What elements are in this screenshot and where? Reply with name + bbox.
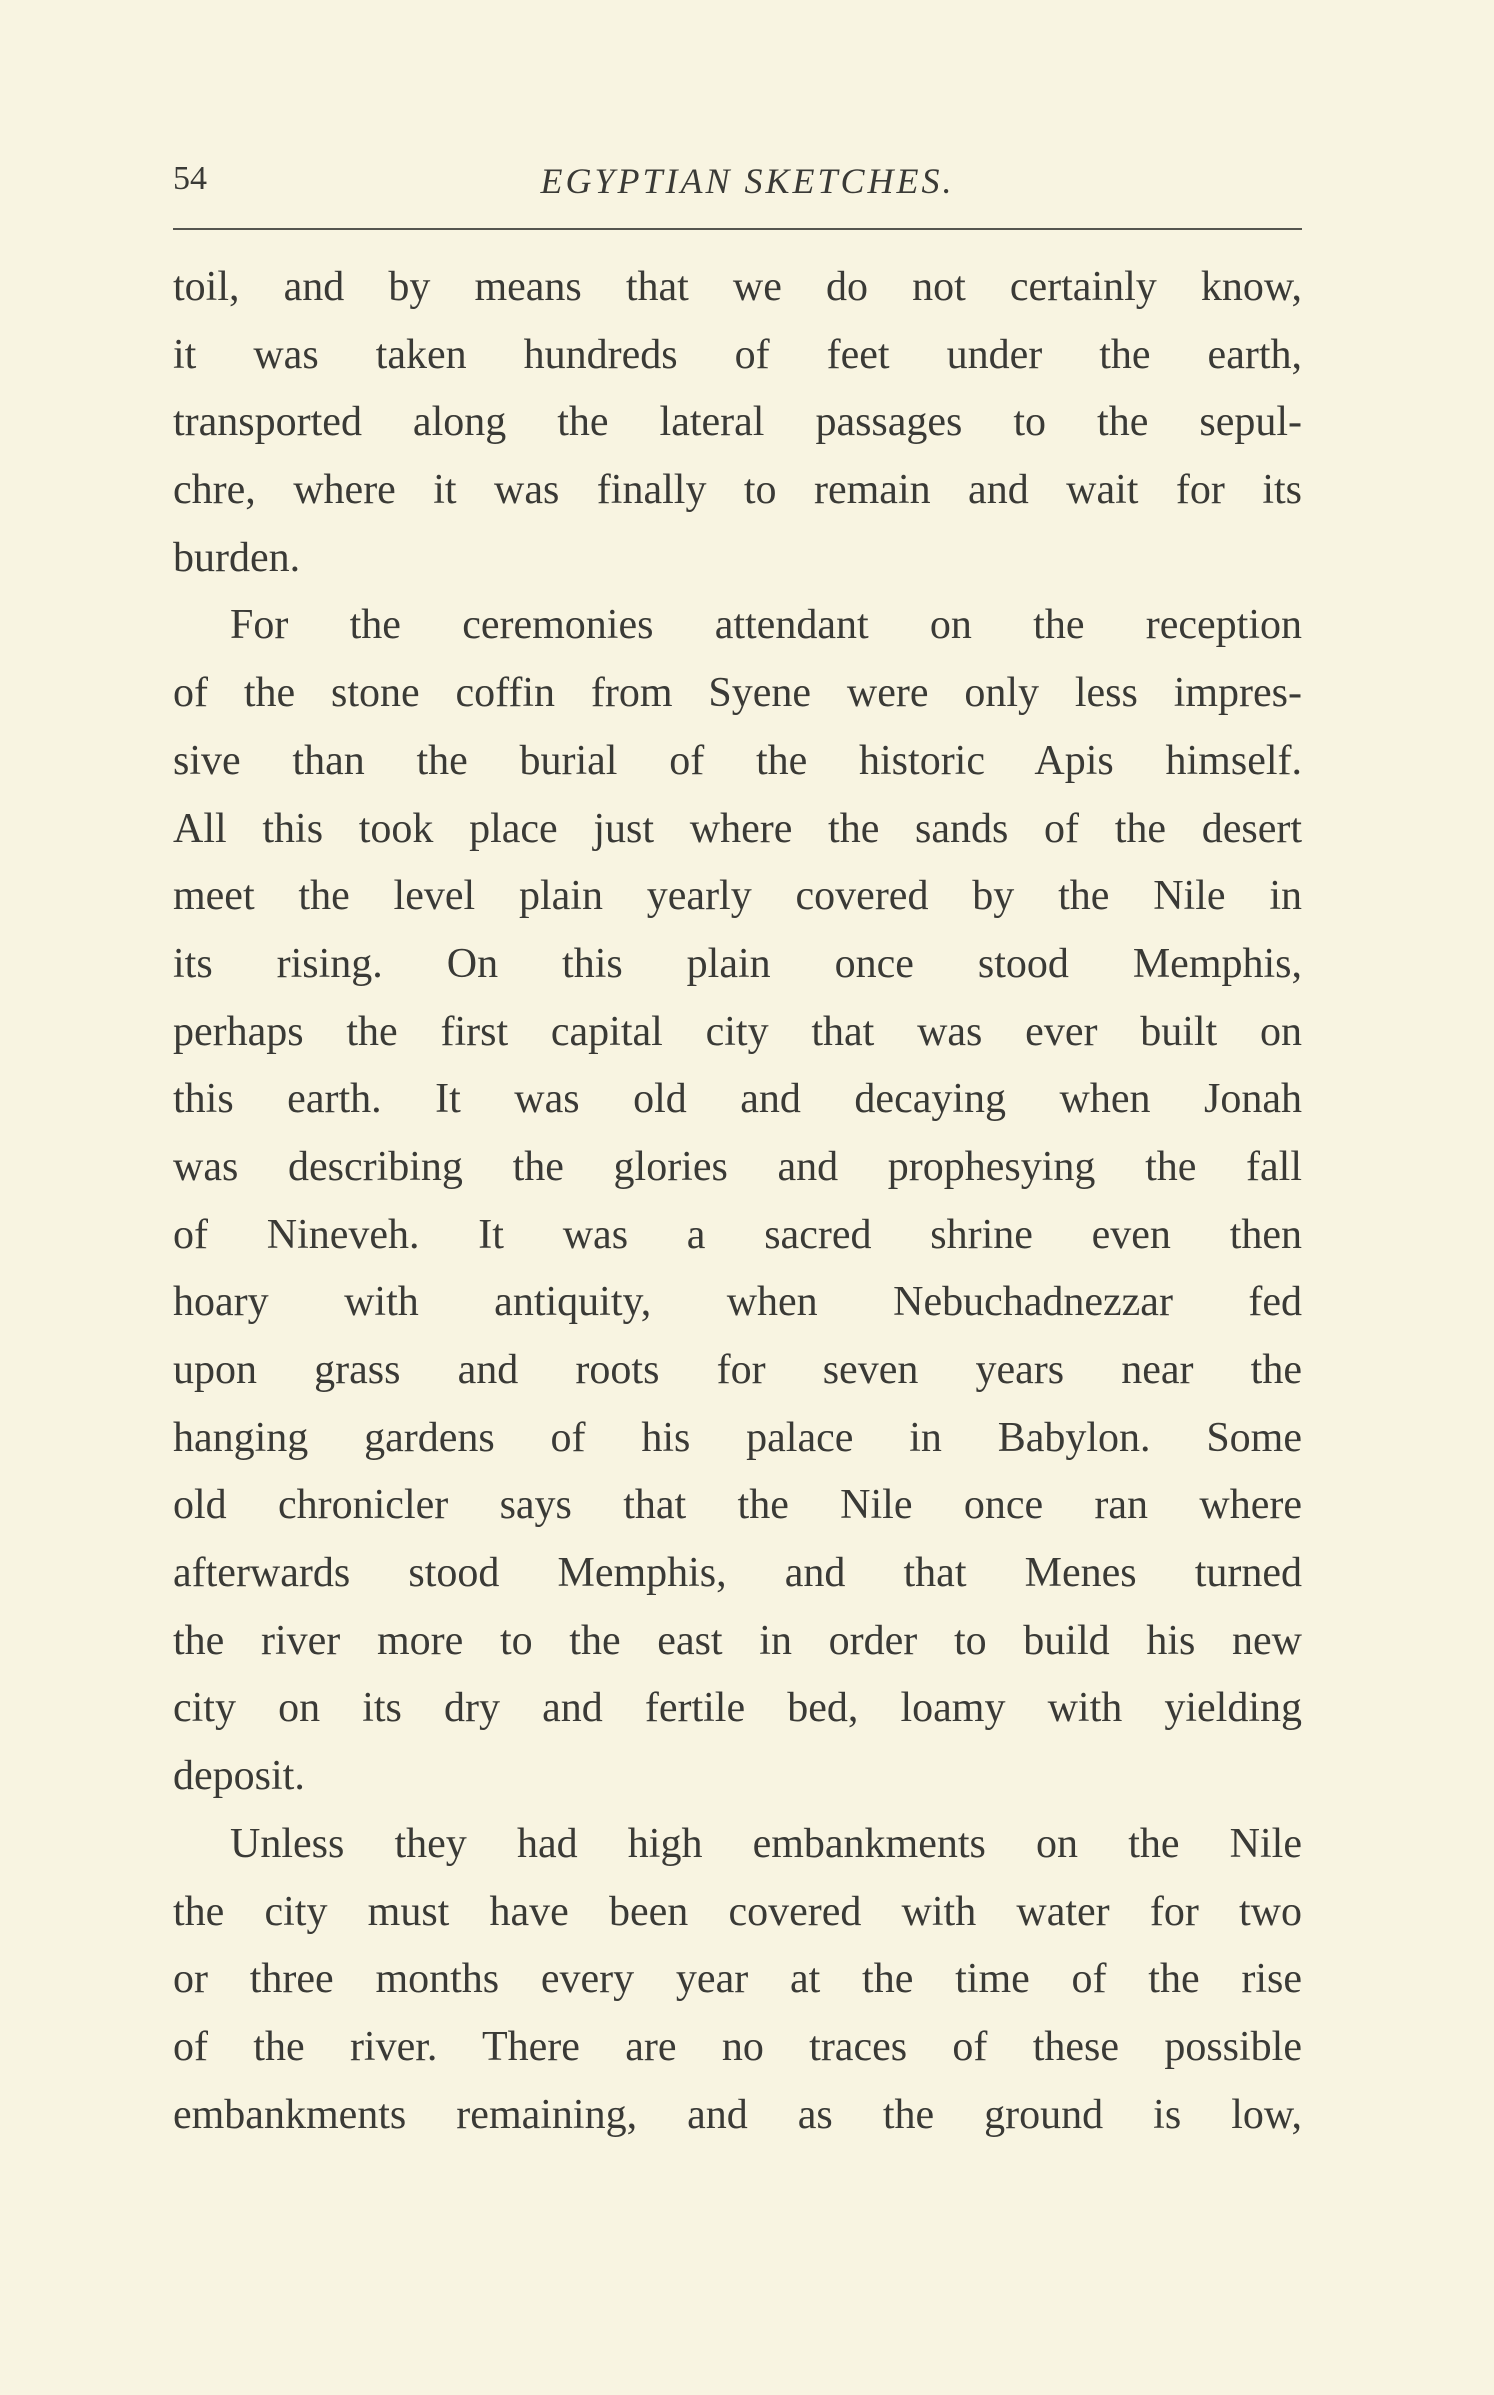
page-body [173, 258, 1302, 2153]
text-line: or three months every year at the time of the rise [173, 1956, 1302, 2003]
text-line: All this took place just where the sands of the desert [173, 805, 1302, 852]
running-header [173, 160, 1302, 210]
paragraph [173, 1815, 1302, 2153]
text-line: perhaps the first capital city that was ever built on [173, 1008, 1302, 1055]
text-line: transported along the lateral passages to the sepul- [173, 399, 1302, 446]
running-title: EGYPTIAN SKETCHES. [540, 161, 955, 201]
text-line: was describing the glories and prophesying the fall [173, 1143, 1302, 1190]
text-line: city on its dry and fertile bed, loamy with yielding [173, 1685, 1302, 1732]
paragraph [173, 258, 1302, 596]
header-rule [173, 228, 1302, 230]
paragraph [173, 596, 1302, 1814]
text-line: afterwards stood Memphis, and that Menes turned [173, 1550, 1302, 1597]
text-line: Unless they had high embankments on the Nile [230, 1820, 1302, 1867]
text-line: toil, and by means that we do not certainly know, [173, 264, 1302, 310]
text-line: old chronicler says that the Nile once ran where [173, 1482, 1302, 1529]
text-line: this earth. It was old and decaying when Jonah [173, 1076, 1302, 1123]
text-line: hoary with antiquity, when Nebuchadnezzar fed [173, 1279, 1302, 1326]
text-line: it was taken hundreds of feet under the earth, [173, 331, 1302, 378]
text-line: sive than the burial of the historic Apis himself. [173, 737, 1302, 784]
text-line: of the stone coffin from Syene were only less impres- [173, 670, 1302, 717]
text-line: chre, where it was finally to remain and wait for its [173, 467, 1302, 514]
text-line: deposit. [173, 1753, 305, 1800]
text-line: upon grass and roots for seven years near the [173, 1347, 1302, 1393]
text-line: its rising. On this plain once stood Memphis, [173, 940, 1302, 987]
text-line: embankments remaining, and as the ground is low, [173, 2091, 1302, 2138]
page-number: 54 [173, 160, 207, 197]
text-line: burden. [173, 534, 301, 581]
text-line: the river more to the east in order to build his new [173, 1617, 1302, 1664]
text-line: hanging gardens of his palace in Babylon. Some [173, 1414, 1302, 1461]
text-line: the city must have been covered with water for two [173, 1888, 1302, 1935]
text-line: of the river. There are no traces of these possible [173, 2023, 1302, 2070]
text-line: For the ceremonies attendant on the reception [230, 602, 1302, 649]
text-line: meet the level plain yearly covered by the Nile in [173, 873, 1302, 920]
text-line: of Nineveh. It was a sacred shrine even then [173, 1211, 1302, 1258]
